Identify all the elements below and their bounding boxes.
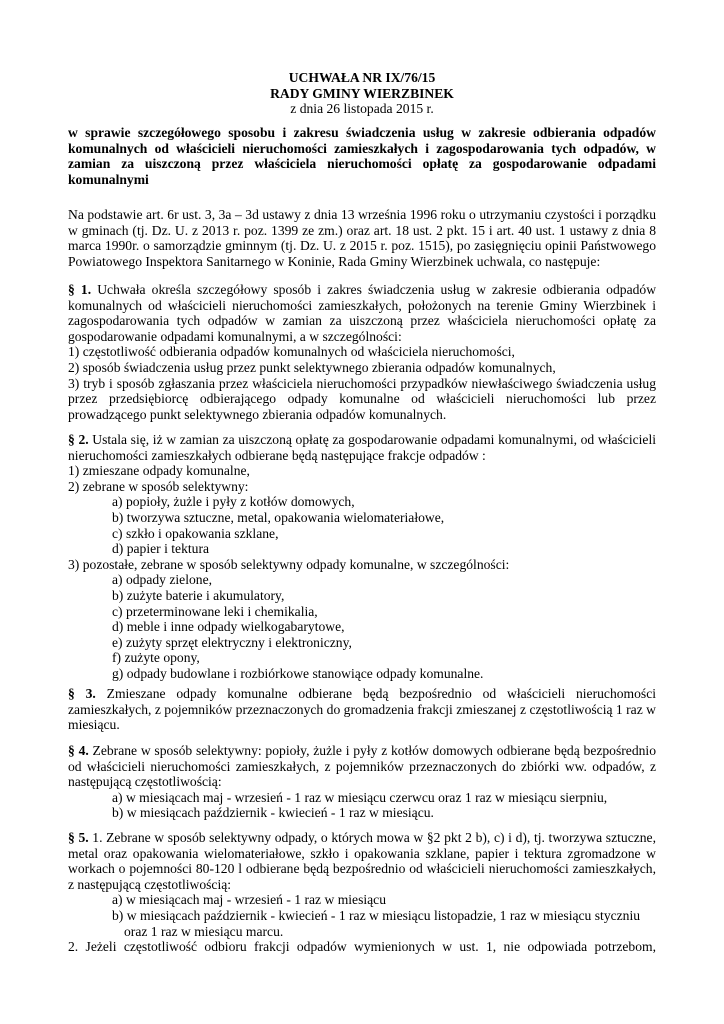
paragraph-2-item-1: 1) zmieszane odpady komunalne,: [68, 463, 250, 479]
paragraph-5-item-a: a) w miesiącach maj - wrzesień - 1 raz w miesiącu: [112, 892, 387, 908]
paragraph-1: [68, 282, 656, 422]
paragraph-2-sub-a: a) popioły, żużle i pyły z kotłów domowych,: [112, 494, 355, 510]
paragraph-5-point-2: 2. Jeżeli częstotliwość odbioru frakcji odpadów wymienionych w ust. 1, nie odpowiada potrzebom,: [68, 939, 656, 955]
paragraph-1-item-2: 2) sposób świadczenia usług przez punkt selektywnego zbierania odpadów komunalnych,: [68, 359, 556, 375]
paragraph-2-text: Ustala się, iż w zamian za uiszczoną opłatę za gospodarowanie odpadami komunalnymi, od właścicieli nieruchomości zamieszkałych odbierane będą następujące frakcje odpadów :: [68, 432, 657, 463]
paragraph-2-sub-d: d) papier i tektura: [112, 541, 210, 557]
paragraph-4-item-a: a) w miesiącach maj - wrzesień - 1 raz w miesiącu czerwcu oraz 1 raz w miesiącu sierpniu,: [112, 789, 608, 805]
document-header: [0, 70, 724, 117]
paragraph-2-item-3: 3) pozostałe, zebrane w sposób selektywny odpady komunalne, w szczególności:: [68, 556, 510, 572]
paragraph-4-text: Zebrane w sposób selektywny: popioły, żużle i pyły z kotłów domowych odbierane będą bezpośrednio od właścicieli nieruchomości zamieszkałych, z pojemników przeznaczonych do zbiórki ww. odpadów, z następującą częstotliwością:: [68, 743, 656, 790]
paragraph-2-item-3-c: c) przeterminowane leki i chemikalia,: [112, 603, 318, 619]
paragraph-2: [68, 432, 656, 682]
paragraph-2-item-3-f: f) zużyte opony,: [112, 650, 200, 666]
council-name: RADY GMINY WIERZBINEK: [270, 85, 454, 101]
paragraph-1-mark: § 1.: [68, 282, 92, 297]
paragraph-5-item-b-continued: oraz 1 raz w miesiącu marcu.: [124, 923, 284, 939]
paragraph-2-item-2: 2) zebrane w sposób selektywny:: [68, 478, 249, 494]
paragraph-1-item-1: 1) częstotliwość odbierania odpadów komunalnych od właściciela nieruchomości,: [68, 344, 515, 360]
paragraph-5-item-b: b) w miesiącach październik - kwiecień - 1 raz w miesiącu listopadzie, 1 raz w miesiącu styczniu: [112, 907, 641, 923]
paragraph-2-item-3-b: b) zużyte baterie i akumulatory,: [112, 587, 285, 603]
paragraph-5: [68, 830, 656, 955]
paragraph-5-text: 1. Zebrane w sposób selektywny odpady, o których mowa w §2 pkt 2 b), c) i d), tj. tworzywa sztuczne, metal oraz opakowania wielomateriałowe, szkło i opakowania szklane, papier i tektura zgromadzone w workach o pojemności 80-120 l odbierane będą bezpośrednio od właścicieli nieruchomości zamieszkałych, z następującą częstotliwością:: [68, 830, 656, 892]
paragraph-2-item-3-g: g) odpady budowlane i rozbiórkowe stanowiące odpady komunalne.: [112, 665, 484, 681]
paragraph-5-mark: § 5.: [68, 830, 89, 845]
paragraph-1-text: Uchwała określa szczegółowy sposób i zakres świadczenia usług w zakresie odbierania odpadów komunalnych od właścicieli nieruchomości zamieszkałych, położonych na terenie Gminy Wierzbinek i zagospodarowania tych odpadów w zamian za uiszczoną przez właściciela nieruchomości opłatę za gospodarowanie odpadami komunalnymi, a w szczególności:: [68, 282, 657, 344]
paragraph-2-item-3-d: d) meble i inne odpady wielkogabarytowe,: [112, 619, 345, 635]
paragraph-4: [68, 743, 656, 821]
paragraph-2-item-3-a: a) odpady zielone,: [112, 572, 213, 588]
paragraph-3: [68, 686, 656, 733]
paragraph-3-mark: § 3.: [68, 686, 96, 701]
paragraph-2-item-3-e: e) zużyty sprzęt elektryczny i elektroniczny,: [112, 634, 352, 650]
paragraph-3-text: Zmieszane odpady komunalne odbierane będą bezpośrednio od właścicieli nieruchomości zamieszkałych, z pojemników przeznaczonych do gromadzenia frakcji zmieszanej z częstotliwością 1 raz w miesiącu.: [68, 686, 657, 733]
paragraph-2-sub-c: c) szkło i opakowania szklane,: [112, 525, 279, 541]
resolution-title: UCHWAŁA NR IX/76/15: [288, 70, 436, 85]
preamble: Na podstawie art. 6r ust. 3, 3a – 3d ustawy z dnia 13 września 1996 roku o utrzymaniu czystości i porządku w gminach (tj. Dz. U. z 2013 r. poz. 1399 ze zm.) oraz art. 18 ust. 2 pkt. 15 i art. 40 ust. 1 ustawy z dnia 8 marca 1990r. o samorządzie gminnym (tj. Dz. U. z 2015 r. poz. 1515), po zasięgnięciu opinii Państwowego Powiatowego Inspektora Sanitarnego w Koninie, Rada Gminy Wierzbinek uchwala, co następuje:: [68, 207, 656, 269]
resolution-date: z dnia 26 listopada 2015 r.: [290, 101, 434, 117]
paragraph-2-mark: § 2.: [68, 432, 89, 447]
resolution-subject: w sprawie szczegółowego sposobu i zakresu świadczenia usług w zakresie odbierania odpadów komunalnych od właścicieli nieruchomości zamieszkałych i zagospodarowania tych odpadów, w zamian za uiszczoną przez właściciela nieruchomości opłatę za gospodarowanie odpadami komunalnymi: [68, 125, 656, 187]
paragraph-2-sub-b: b) tworzywa sztuczne, metal, opakowania wielomateriałowe,: [112, 509, 445, 525]
paragraph-1-item-3: 3) tryb i sposób zgłaszania przez właściciela nieruchomości przypadków niewłaściwego świadczenia usług przez przedsiębiorcę odbierającego odpady komunalne od właścicieli nieruchomości lub przez prowadzącego punkt selektywnego zbierania odpadów komunalnych.: [68, 375, 656, 422]
paragraph-4-mark: § 4.: [68, 743, 89, 758]
paragraph-4-item-b: b) w miesiącach październik - kwiecień - 1 raz w miesiącu.: [112, 805, 434, 821]
